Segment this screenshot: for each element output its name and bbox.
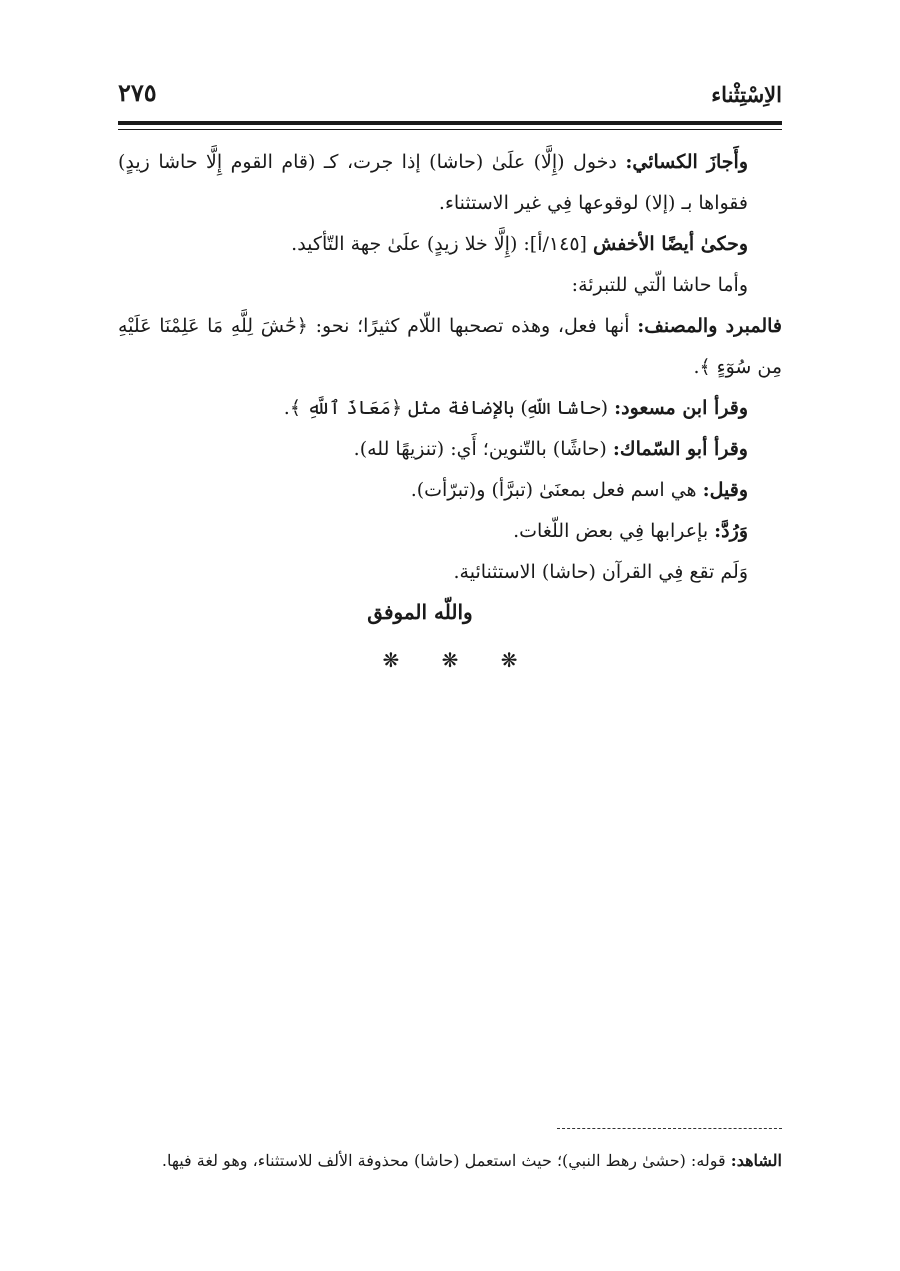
asterisk-ornament-icon: ❋ — [500, 648, 518, 672]
page-number: ٢٧٥ — [118, 78, 157, 107]
paragraph-lead: فالمبرد والمصنف: — [637, 315, 782, 337]
paragraph-text: بإعرابها فِي بعض اللّغات. — [513, 520, 715, 542]
footnote — [118, 1146, 782, 1176]
paragraph — [118, 265, 782, 306]
paragraph — [118, 388, 782, 429]
footnote-separator — [557, 1128, 782, 1129]
paragraph — [118, 511, 782, 552]
paragraph-text: (حاشًا) بالتّنوين؛ أَي: (تنزيهًا لله). — [353, 438, 613, 460]
paragraph — [118, 552, 782, 593]
paragraph-lead: وقيل: — [702, 479, 748, 501]
paragraph-text: أنها فعل، وهذه تصحبها اللّام كثيرًا؛ نحو: ﴿حَٰشَ لِلَّهِ مَا عَلِمْنَا عَلَيْهِ مِن سُوٓءٍ ﴾. — [118, 315, 782, 378]
closing-phrase — [118, 600, 782, 624]
paragraph-text: وَلَم تقع فِي القرآن (حاشا) الاستثنائية. — [453, 561, 748, 583]
paragraph — [118, 224, 782, 265]
paragraph-text: هي اسم فعل بمعنَىٰ (تبرَّأ) و(تبرّأت). — [410, 479, 703, 501]
paragraph-lead: وأَجازَ الكسائي: — [625, 151, 748, 173]
closing-text: واللّه الموفق — [367, 600, 473, 624]
paragraph-lead: وقرأ ابن مسعود: — [614, 397, 748, 419]
paragraph — [118, 306, 782, 388]
section-separator — [118, 648, 782, 672]
paragraph-text: دخول (إِلَّا) علَىٰ (حاشا) إذا جرت، كـ (قام القوم إِلَّا حاشا زيدٍ) فقواها بـ (إلا) لوقوعها فِي غير الاستثناء. — [118, 151, 748, 214]
paragraph — [118, 429, 782, 470]
header-rule-thin — [118, 129, 782, 130]
asterisk-ornament-icon: ❋ — [441, 648, 459, 672]
footnote-text: قوله: (حشىٰ رهط النبي)؛ حيث استعمل (حاشا) محذوفة الألف للاستثناء، وهو لغة فيها. — [161, 1151, 731, 1170]
main-text — [118, 142, 782, 593]
paragraph — [118, 142, 782, 224]
paragraph — [118, 470, 782, 511]
paragraph-text: [١٤٥/أ]: (إِلَّا خلا زيدٍ) علَىٰ جهة التّأكيد. — [291, 233, 593, 255]
page-header — [118, 78, 782, 114]
running-title: الاِسْتِثْناء — [711, 82, 782, 107]
header-rule-thick — [118, 121, 782, 125]
paragraph-lead: وقرأ أبو السّماك: — [612, 438, 748, 460]
footnote-lead: الشاهد: — [730, 1151, 782, 1170]
paragraph-lead: وَرُدَّ: — [714, 520, 748, 542]
asterisk-ornament-icon: ❋ — [382, 648, 400, 672]
paragraph-lead: وحكىٰ أيضًا الأخفش — [592, 233, 748, 255]
paragraph-text: (حاشا اللّهِ) بالإضافة مثل ﴿مَعَاذَ ٱللَّهِ ﴾. — [283, 397, 615, 419]
paragraph-text: وأما حاشا الّتي للتبرئة: — [571, 274, 748, 296]
